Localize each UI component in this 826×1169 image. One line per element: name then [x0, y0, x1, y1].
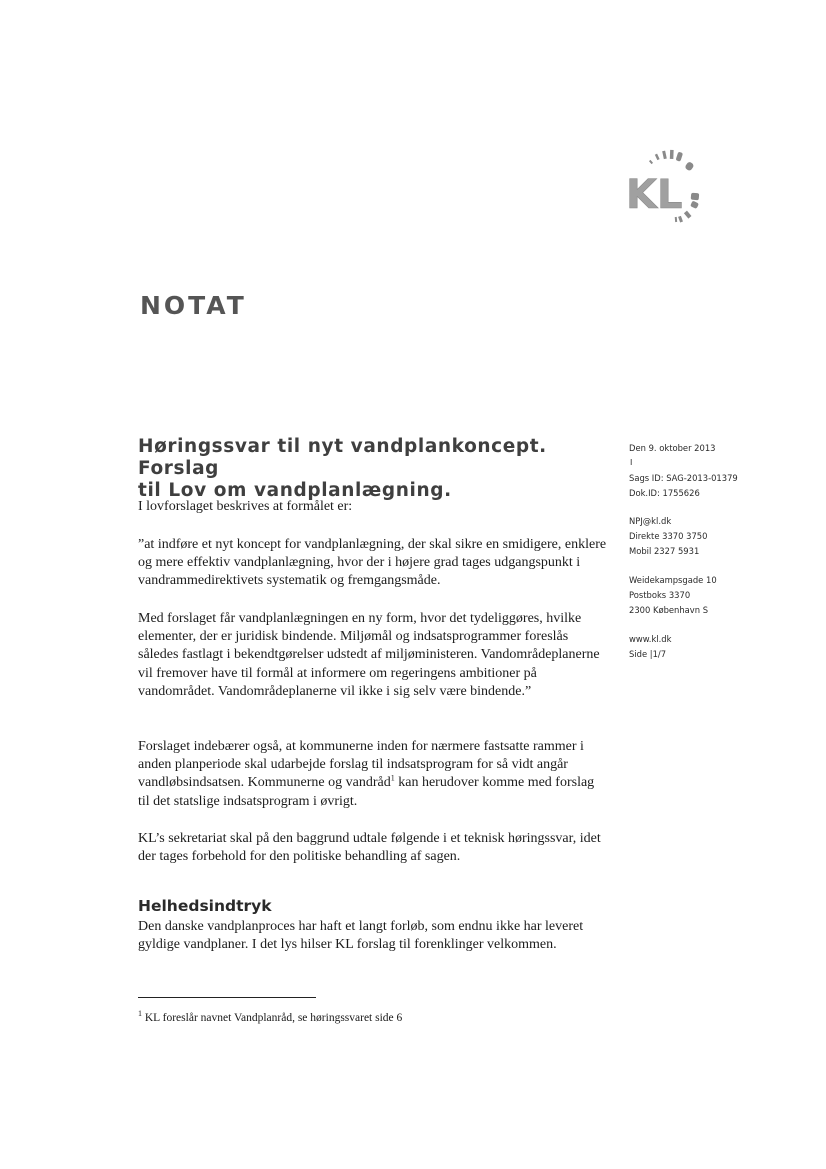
kl-logo-icon: [620, 140, 720, 240]
kl-logo-graphic: [620, 140, 720, 240]
paragraph-municipalities-part2: kan herudover komme med forslag til det statslige indsatsprogram i øvrigt.: [138, 775, 595, 809]
intro-paragraph: I lovforslaget beskrives at formålet er:: [138, 499, 353, 514]
sidebar-date: Den 9. oktober 2013: [629, 443, 716, 453]
section-paragraph: Den danske vandplanproces har haft et langt forløb, som endnu ikke har leveret gyldige vandplaner. I det lys hilser KL forslag til forenklinger velkommen.: [138, 919, 584, 953]
footnote: [138, 1009, 403, 1024]
sidebar-address: [629, 573, 779, 618]
quote-paragraph-2: Med forslaget får vandplanlægningen en ny form, hvor det tydeliggøres, hvilke elementer, der er juridisk bindende. Miljømål og indsatsprogrammer foreslås således fastlagt i bekendtgørelser udstedt af miljøministeren. Vandområdeplanerne vil fremover have til formål at informere om regeringens ambitioner på vandområdet. Vandområdeplanerne vil ikke i sig selv være bindende.”: [138, 611, 600, 699]
document-title-line1: Høringssvar til nyt vandplankoncept. Forslag: [138, 436, 547, 479]
paragraph-municipalities: [138, 738, 608, 811]
section-heading: Helhedsindtryk: [138, 897, 272, 915]
document-title-line2: til Lov om vandplanlægning.: [138, 480, 452, 501]
sidebar-web: [629, 632, 779, 662]
sidebar-website-link[interactable]: www.kl.dk: [629, 634, 672, 644]
sidebar-street: Weidekampsgade 10: [629, 575, 717, 585]
sidebar-contact: [629, 514, 779, 559]
sidebar-mark: I: [630, 458, 633, 467]
sidebar-direct-phone: Direkte 3370 3750: [629, 531, 708, 541]
logo-text: KL: [626, 172, 683, 218]
footnote-text: KL foreslår navnet Vandplanråd, se høringssvaret side 6: [142, 1012, 403, 1024]
document-type-heading: NOTAT: [140, 291, 247, 320]
sidebar-mobile-phone: Mobil 2327 5931: [629, 546, 700, 556]
footnote-reference: 1: [390, 773, 395, 783]
sidebar-city: 2300 København S: [629, 605, 709, 615]
footnote-marker: 1: [138, 1009, 142, 1019]
sidebar-postbox: Postboks 3370: [629, 590, 691, 600]
sidebar-case-info: [629, 471, 779, 501]
sidebar-email[interactable]: NPJ@kl.dk: [629, 516, 672, 526]
sidebar-dok-id: Dok.ID: 1755626: [629, 488, 700, 498]
paragraph-secretariat: KL’s sekretariat skal på den baggrund udtale følgende i et teknisk høringssvar, idet der tages forbehold for den politiske behandling af sagen.: [138, 831, 601, 865]
document-title: [138, 436, 598, 502]
paragraph-municipalities-part1: Forslaget indebærer også, at kommunerne inden for nærmere fastsatte rammer i anden planperiode skal udarbejde forslag til indsatsprogram for så vidt angår vandløbsindsatsen. Kommunerne og vandråd: [138, 739, 584, 791]
sidebar-sags-id: Sags ID: SAG-2013-01379: [629, 473, 738, 483]
footnote-divider: [138, 997, 316, 998]
sidebar-page-number: Side |1/7: [629, 649, 667, 659]
quote-paragraph-1: ”at indføre et nyt koncept for vandplanlægning, der skal sikre en smidigere, enklere og mere effektiv vandplanlægning, hvor der i højere grad tages udgangspunkt i vandrammedirektivets systematik og fremgangsmåde.: [138, 537, 607, 589]
